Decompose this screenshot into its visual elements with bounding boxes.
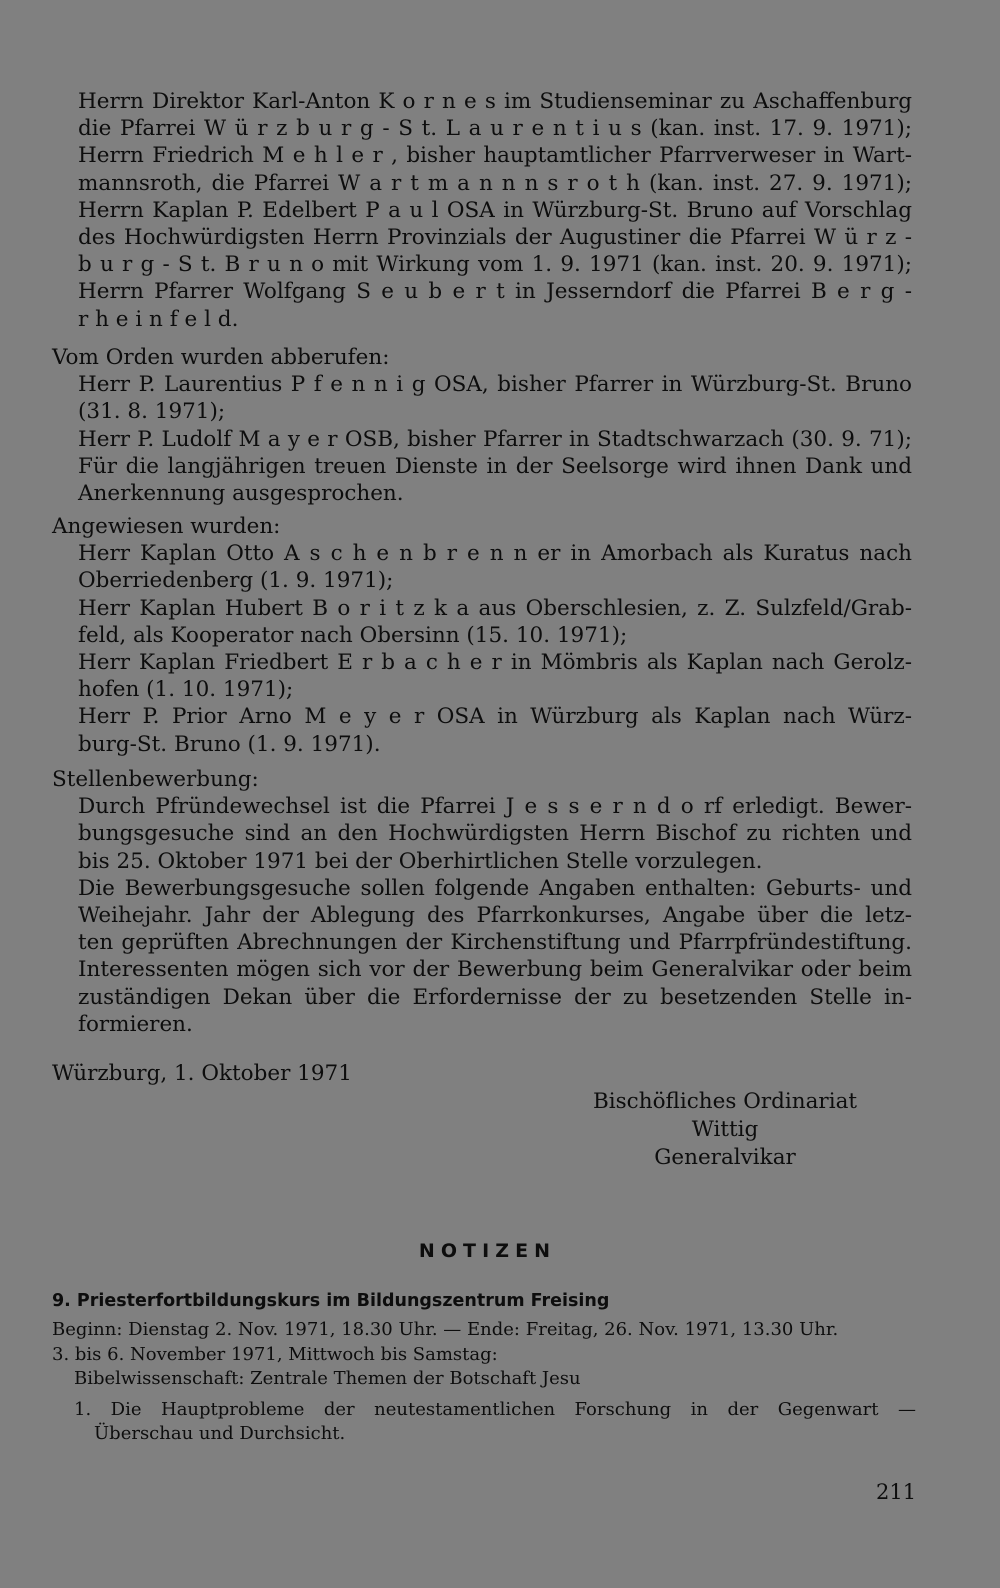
text-line: feld, als Kooperator nach Obersinn (15. 10. 1971); [78,622,628,648]
course-line: 1. Die Hauptprobleme der neutestamentlichen Forschung in der Gegenwart — [74,1398,916,1420]
text-line: Herrn Kaplan P. Edelbert P a u l OSA in Würzburg-St. Bruno auf Vorschlag [78,197,912,223]
text-line: Oberriedenberg (1. 9. 1971); [78,568,394,594]
text-line: zuständigen Dekan über die Erfordernisse der zu besetzenden Stelle in- [78,984,912,1010]
text-line: mannsroth, die Pfarrei W a r t m a n n n s r o t h (kan. inst. 27. 9. 1971); [78,170,912,196]
text-line: Herr Kaplan Otto A s c h e n b r e n n er in Amorbach als Kuratus nach [78,541,912,567]
text-line: bis 25. Oktober 1971 bei der Oberhirtlichen Stelle vorzulegen. [78,848,763,874]
text-line: Weihejahr. Jahr der Ablegung des Pfarrkonkurses, Angabe über die letz- [78,903,912,929]
place-date: Würzburg, 1. Oktober 1971 [52,1061,352,1086]
course-line: Beginn: Dienstag 2. Nov. 1971, 18.30 Uhr. — Ende: Freitag, 26. Nov. 1971, 13.30 Uhr. [52,1319,839,1340]
section-heading: Angewiesen wurden: [52,514,281,539]
text-line: Herr Kaplan Hubert B o r i t z k a aus Oberschlesien, z. Z. Sulzfeld/Grab- [78,595,912,621]
text-line: (31. 8. 1971); [78,399,226,425]
page-number: 211 [876,1480,917,1504]
text-line: Herr Kaplan Friedbert E r b a c h e r in Mömbris als Kaplan nach Gerolz- [78,650,912,676]
text-line: Herrn Direktor Karl-Anton K o r n e s im Studienseminar zu Aschaffenburg [78,89,912,114]
signature-office: Bischöfliches Ordinariat [592,1089,858,1114]
text-line: Herr P. Prior Arno M e y e r OSA in Würzburg als Kaplan nach Würz- [78,704,912,730]
text-line: Für die langjährigen treuen Dienste in der Seelsorge wird ihnen Dank und [78,453,912,479]
assigned-section [0,513,1000,758]
text-line: Durch Pfründewechsel ist die Pfarrei J e s s e r n d o rf erledigt. Bewer- [78,794,912,820]
notizen-heading: NOTIZEN [418,1240,557,1262]
course-line: 3. bis 6. November 1971, Mittwoch bis Samstag: [52,1343,498,1365]
text-line: die Pfarrei W ü r z b u r g - S t. L a u r e n t i u s (kan. inst. 17. 9. 1971); [78,116,912,142]
text-line: Herr P. Ludolf M a y e r OSB, bisher Pfarrer in Stadtschwarzach (30. 9. 71); [78,426,912,452]
course-line: Überschau und Durchsicht. [94,1423,346,1444]
text-line: r h e i n f e l d. [78,306,239,332]
text-line: formieren. [78,1011,193,1037]
course-line: Bibelwissenschaft: Zentrale Themen der Botschaft Jesu [74,1368,581,1389]
text-line: Herrn Friedrich M e h l e r , bisher hauptamtlicher Pfarrverweser in Wart- [78,143,912,169]
text-line: Herr P. Laurentius P f e n n i g OSA, bisher Pfarrer in Würzburg-St. Bruno [78,372,912,398]
text-line: bungsgesuche sind an den Hochwürdigsten Herrn Bischof zu richten und [78,821,912,847]
vacancy-section [0,766,1000,1038]
text-line: hofen (1. 10. 1971); [78,677,294,703]
course-details [0,1318,1000,1447]
text-line: des Hochwürdigsten Herrn Provinzials der Augustiner die Pfarrei W ü r z - [78,225,912,251]
signature-name: Wittig [691,1117,759,1142]
place-date-block [0,1060,1000,1087]
recalled-section [0,344,1000,507]
text-line: burg-St. Bruno (1. 9. 1971). [78,731,381,757]
text-line: b u r g - S t. B r u n o mit Wirkung vom 1. 9. 1971 (kan. inst. 20. 9. 1971); [78,252,912,278]
text-line: Die Bewerbungsgesuche sollen folgende Angaben enthalten: Geburts- und [78,875,912,901]
text-line: Anerkennung ausgesprochen. [78,481,404,507]
section-heading: Vom Orden wurden abberufen: [52,345,390,370]
text-line: Herrn Pfarrer Wolfgang S e u b e r t in Jesserndorf die Pfarrei B e r g - [78,279,912,305]
section-heading: Stellenbewerbung: [52,767,259,792]
appointments-section [0,88,1000,333]
course-title: 9. Priesterfortbildungskurs im Bildungszentrum Freising [52,1291,610,1311]
text-line: ten geprüften Abrechnungen der Kirchenstiftung und Pfarrpfründestiftung. [78,930,912,956]
text-line: Interessenten mögen sich vor der Bewerbung beim Generalvikar oder beim [78,957,912,983]
signature-title: Generalvikar [654,1145,796,1170]
